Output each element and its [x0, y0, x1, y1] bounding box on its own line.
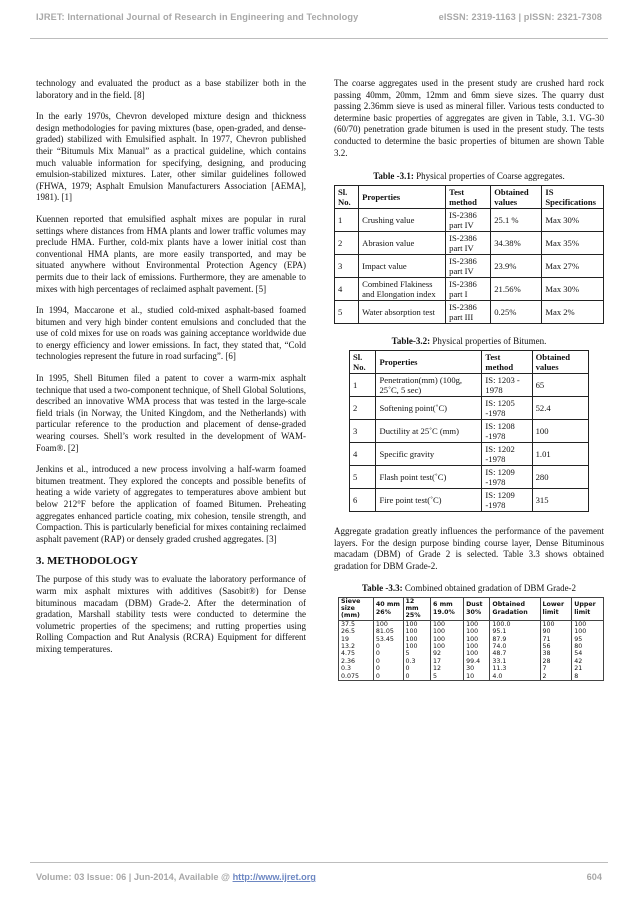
- table-cell: 37.5: [339, 620, 374, 628]
- table-cell: 99.4: [464, 658, 490, 665]
- table-cell: 87.9: [490, 636, 540, 643]
- column-header: Test method: [482, 351, 532, 374]
- table-cell: 52.4: [532, 397, 588, 420]
- table-cell: 1: [335, 209, 359, 232]
- table-cell: IS: 1202 -1978: [482, 443, 532, 466]
- table-row: [350, 443, 589, 466]
- table-cell: 48.7: [490, 650, 540, 657]
- running-footer: [36, 872, 602, 882]
- table-cell: 100.0: [490, 620, 540, 628]
- table-cell: Penetration(mm) (100g, 25˚C, 5 sec): [376, 374, 482, 397]
- table-cell: 33.1: [490, 658, 540, 665]
- table-cell: 100: [464, 636, 490, 643]
- table-cell: 0.3: [403, 658, 431, 665]
- table-cell: 95.1: [490, 628, 540, 635]
- paragraph: Kuennen reported that emulsified asphalt mixes are popular in rural settings where distances from HMA plants and lower traffic volumes may preclude HMA. Further, cold-mix plants have a lower initial cost than conventional HMA plants, are more easily transported, and may be situated anywhere without Environmental Protection Agency (EPA) permits due to their lack of emissions. Furthermore, they are amenable to mixes with high percentages of reclaimed asphalt pavement. [5]: [36, 213, 306, 294]
- table-cell: 100: [431, 620, 464, 628]
- table-cell: IS: 1205 -1978: [482, 397, 532, 420]
- paragraph: Aggregate gradation greatly influences the performance of the pavement layers. For the design purpose binding course layer, Dense Bituminous macadam (DBM) of Grade 2 is selected. Table 3.3 shows obtained gradation for DBM Grade-2.: [334, 526, 604, 571]
- table-cell: 74.0: [490, 643, 540, 650]
- table-row: [339, 665, 604, 672]
- page-number: 604: [586, 872, 602, 882]
- table-cell: 2: [335, 232, 359, 255]
- column-header: Sl. No.: [350, 351, 376, 374]
- gradation-table: [338, 597, 604, 681]
- table-row: [339, 620, 604, 628]
- coarse-aggregates-table: [334, 185, 604, 324]
- paragraph: The purpose of this study was to evaluate the laboratory performance of warm mix asphalt mixtures with additives (Sasobit®) for Dense bituminous macadam (DBM) Grade-2. After the determination of gradation, Marshall stability tests were conducted to determine the volumetric properties of the specimens; and rutting properties using Rolling Compaction and Rut Analysis (RCRA) Equipment for different mixing temperatures.: [36, 574, 306, 654]
- table-cell: 280: [532, 466, 588, 489]
- table-cell: 100: [403, 636, 431, 643]
- table-cell: 38: [540, 650, 572, 657]
- table-header-row: [339, 597, 604, 620]
- column-header: 40 mm 26%: [373, 597, 403, 620]
- volume-info: Volume: 03 Issue: 06 | Jun-2014, Available @ http://www.ijret.org: [36, 872, 316, 882]
- table-row: [339, 643, 604, 650]
- column-header: Lower limit: [540, 597, 572, 620]
- table-cell: 5: [350, 466, 376, 489]
- table-cell: 30: [464, 665, 490, 672]
- table-cell: 3: [335, 255, 359, 278]
- table-cell: 100: [431, 636, 464, 643]
- table-cell: 56: [540, 643, 572, 650]
- paragraph: In 1994, Maccarone et al., studied cold-mixed asphalt-based foamed bitumen and very high binder content emulsions and concluded that the use of cold mixes for use on roads was gaining acceptance worldwide due to energy efficiency and lower emissions. In fact, they stated that, “Cold technologies represent the future in road surfacing”. [6]: [36, 305, 306, 362]
- table-cell: 0: [373, 658, 403, 665]
- section-heading: 3. METHODOLOGY: [36, 555, 139, 568]
- table-cell: 2.36: [339, 658, 374, 665]
- table-cell: 23.9%: [491, 255, 542, 278]
- table-cell: 100: [572, 620, 604, 628]
- table-cell: 65: [532, 374, 588, 397]
- table-cell: 19: [339, 636, 374, 643]
- paragraph: technology and evaluated the product as a base stabilizer both in the laboratory and in the field. [8]: [36, 78, 306, 100]
- table-header-row: [335, 186, 604, 209]
- table-row: [339, 636, 604, 643]
- table-cell: 21.56%: [491, 278, 542, 301]
- column-header: Obtained values: [532, 351, 588, 374]
- paragraph: Jenkins et al., introduced a new process involving a half-warm foamed bitumen treatment. They explored the concepts and possible benefits of heating a wide variety of aggregates to temperatures above ambient but below 212°F before the application of foamed Bitumen. Preheating aggregates enhanced particle coating, mix cohesion, tensile strength, and Compaction. This is particularly beneficial for mixes containing reclaimed asphalt pavement (RAP) or densely graded crushed aggregates. [3]: [36, 464, 306, 544]
- table-caption: Table -3.3: Combined obtained gradation of DBM Grade-2: [361, 582, 577, 593]
- table-row: [350, 374, 589, 397]
- table-cell: 1.01: [532, 443, 588, 466]
- column-header: IS Specifications: [542, 186, 604, 209]
- table-row: [335, 255, 604, 278]
- table-cell: IS-2386 part III: [446, 301, 491, 324]
- table-cell: 1: [350, 374, 376, 397]
- table-cell: IS-2386 part IV: [446, 255, 491, 278]
- table-header-row: [350, 351, 589, 374]
- table-cell: IS-2386 part IV: [446, 232, 491, 255]
- issn: eISSN: 2319-1163 | pISSN: 2321-7308: [438, 12, 602, 22]
- column-header: Obtained values: [491, 186, 542, 209]
- column-header: Obtained Gradation: [490, 597, 540, 620]
- table-cell: 100: [431, 643, 464, 650]
- table-cell: 100: [532, 420, 588, 443]
- paragraph: The coarse aggregates used in the present study are crushed hard rock passing 40mm, 20mm, 12mm and 6mm sieve sizes. The quarry dust passing 2.36mm sieve is used as mineral filler. Various tests conducted to determine basic properties of aggregates are given in Table, 3.1. VG-30 (60/70) penetration grade bitumen is used in the present study. The tests conducted to determine the basic properties of bitumen are shown Table 3.2.: [334, 78, 604, 158]
- table-cell: 5: [335, 301, 359, 324]
- table-cell: 54: [572, 650, 604, 657]
- table-cell: Softening point(˚C): [376, 397, 482, 420]
- table-cell: 5: [403, 650, 431, 657]
- table-cell: 100: [403, 620, 431, 628]
- table-cell: 42: [572, 658, 604, 665]
- table-cell: 5: [431, 673, 464, 681]
- table-caption: Table-3.2: Physical properties of Bitumen.: [391, 336, 547, 347]
- table-cell: 28: [540, 658, 572, 665]
- table-cell: 0: [373, 665, 403, 672]
- table-cell: Abrasion value: [359, 232, 446, 255]
- table-cell: 100: [373, 620, 403, 628]
- table-cell: Flash point test(˚C): [376, 466, 482, 489]
- table-cell: 90: [540, 628, 572, 635]
- column-header: 6 mm 19.0%: [431, 597, 464, 620]
- table-row: [339, 658, 604, 665]
- column-header: Sieve size (mm): [339, 597, 374, 620]
- table-cell: 21: [572, 665, 604, 672]
- table-cell: 100: [403, 628, 431, 635]
- column-header: 12 mm 25%: [403, 597, 431, 620]
- table-cell: 26.5: [339, 628, 374, 635]
- footer-rule: [30, 862, 608, 863]
- table-cell: 0.3: [339, 665, 374, 672]
- table-row: [335, 301, 604, 324]
- table-row: [350, 489, 589, 512]
- table-row: [339, 650, 604, 657]
- table-row: [335, 232, 604, 255]
- table-cell: 71: [540, 636, 572, 643]
- table-cell: IS-2386 part I: [446, 278, 491, 301]
- table-cell: Crushing value: [359, 209, 446, 232]
- table-caption: Table -3.1: Physical properties of Coarse aggregates.: [373, 171, 565, 182]
- table-cell: 12: [431, 665, 464, 672]
- table-cell: 0: [373, 673, 403, 681]
- running-header: [36, 12, 602, 22]
- table-cell: 53.45: [373, 636, 403, 643]
- left-column: [36, 78, 306, 666]
- table-cell: Impact value: [359, 255, 446, 278]
- table-cell: 315: [532, 489, 588, 512]
- table-cell: 0: [403, 665, 431, 672]
- header-rule: [30, 38, 608, 39]
- table-cell: 100: [464, 620, 490, 628]
- table-cell: 17: [431, 658, 464, 665]
- table-cell: Max 2%: [542, 301, 604, 324]
- journal-link[interactable]: http://www.ijret.org: [232, 872, 316, 882]
- table-cell: 100: [464, 628, 490, 635]
- table-cell: Water absorption test: [359, 301, 446, 324]
- table-row: [350, 397, 589, 420]
- table-cell: IS-2386 part IV: [446, 209, 491, 232]
- table-row: [335, 278, 604, 301]
- table-cell: 10: [464, 673, 490, 681]
- table-cell: Max 30%: [542, 209, 604, 232]
- table-cell: Max 27%: [542, 255, 604, 278]
- table-cell: IS: 1203 - 1978: [482, 374, 532, 397]
- table-cell: 95: [572, 636, 604, 643]
- table-cell: 13.2: [339, 643, 374, 650]
- table-cell: 100: [572, 628, 604, 635]
- table-cell: 92: [431, 650, 464, 657]
- table-cell: 0: [373, 643, 403, 650]
- table-cell: 8: [572, 673, 604, 681]
- journal-title: IJRET: International Journal of Research in Engineering and Technology: [36, 12, 359, 22]
- table-cell: Specific gravity: [376, 443, 482, 466]
- table-cell: 3: [350, 420, 376, 443]
- table-cell: Combined Flakiness and Elongation index: [359, 278, 446, 301]
- column-header: Test method: [446, 186, 491, 209]
- right-column: [334, 78, 604, 681]
- paragraph: In the early 1970s, Chevron developed mixture design and thickness design methodologies for paving mixtures (base, open-graded, and dense-graded) stabilized with Emulsified asphalt. In 1977, Chevron published their “Bitumuls Mix Manual” as a practical guideline, which contains much valuable information for specifying, designing, and producing emulsion-stabilized mixtures. Later, other similar guidelines followed (FHWA, 1979; Asphalt Emulsion Manufacturers Association [AEMA], 1981). [1]: [36, 111, 306, 203]
- table-cell: IS: 1209 -1978: [482, 466, 532, 489]
- table-cell: 0: [403, 673, 431, 681]
- table-cell: 100: [403, 643, 431, 650]
- table-cell: 80: [572, 643, 604, 650]
- table-cell: 4.75: [339, 650, 374, 657]
- paragraph: In 1995, Shell Bitumen filed a patent to cover a warm-mix asphalt technique that used a two-component technique, of Shell Global Solutions, described an innovative WMA process that was tested in the large-scale field trials (in Norway, the United Kingdom, and the Netherlands) with particular reference to the production and placement of dense-graded wearing courses. Shell’s work resulted in the development of WAM-Foam®. [2]: [36, 373, 306, 453]
- table-cell: 100: [540, 620, 572, 628]
- table-cell: 7: [540, 665, 572, 672]
- table-cell: 100: [464, 643, 490, 650]
- column-header: Dust 30%: [464, 597, 490, 620]
- table-cell: 100: [431, 628, 464, 635]
- table-cell: IS: 1208 -1978: [482, 420, 532, 443]
- table-row: [335, 209, 604, 232]
- table-cell: Ductility at 25˚C (mm): [376, 420, 482, 443]
- table-cell: 11.3: [490, 665, 540, 672]
- table-cell: 100: [464, 650, 490, 657]
- table-cell: IS: 1209 -1978: [482, 489, 532, 512]
- table-cell: Fire point test(˚C): [376, 489, 482, 512]
- table-cell: Max 35%: [542, 232, 604, 255]
- table-cell: 4.0: [490, 673, 540, 681]
- table-cell: 4: [350, 443, 376, 466]
- table-row: [350, 466, 589, 489]
- column-header: Properties: [359, 186, 446, 209]
- table-cell: 81.05: [373, 628, 403, 635]
- table-cell: Max 30%: [542, 278, 604, 301]
- table-cell: 0.075: [339, 673, 374, 681]
- table-cell: 2: [540, 673, 572, 681]
- column-header: Properties: [376, 351, 482, 374]
- table-cell: 34.38%: [491, 232, 542, 255]
- table-cell: 4: [335, 278, 359, 301]
- table-cell: 0.25%: [491, 301, 542, 324]
- column-header: Upper limit: [572, 597, 604, 620]
- column-header: Sl. No.: [335, 186, 359, 209]
- table-cell: 6: [350, 489, 376, 512]
- table-cell: 0: [373, 650, 403, 657]
- table-row: [350, 420, 589, 443]
- table-row: [339, 673, 604, 681]
- table-cell: 25.1 %: [491, 209, 542, 232]
- table-row: [339, 628, 604, 635]
- table-cell: 2: [350, 397, 376, 420]
- bitumen-table: [349, 350, 589, 512]
